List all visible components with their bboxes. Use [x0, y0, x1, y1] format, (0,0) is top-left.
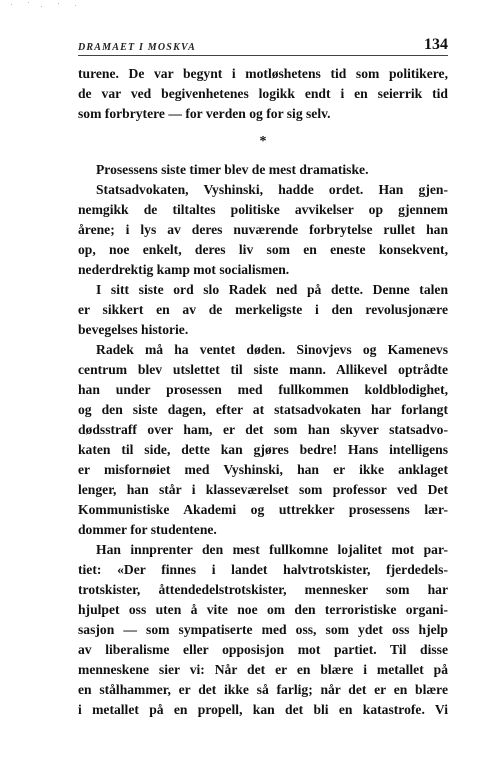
text-line: centrum blev utslettet til siste mann. Allikevel optrådte [78, 362, 448, 377]
text-line: hjulpet oss uten å vite noe om den terroristiske organi- [78, 602, 448, 617]
text-line: op, noe enkelt, deres liv som en eneste konsekvent, [78, 242, 448, 257]
text-line: Statsadvokaten, Vyshinski, hadde ordet. Han gjen- [96, 182, 448, 197]
scan-specks [0, 0, 480, 12]
text-line: i metallet på en propell, kan det bli en katastrofe. Vi [78, 702, 448, 717]
text-line: og den siste dagen, efter at statsadvokaten har forlangt [78, 402, 448, 417]
text-line: dødsstraff over ham, er det som han skyver statsadvo- [78, 422, 448, 437]
text-line: nederdrektig kamp mot socialismen. [78, 262, 290, 277]
text-line: Radek må ha ventet døden. Sinovjevs og Kamenevs [96, 342, 448, 357]
text-line: Prosessens siste timer blev de mest dramatiske. [96, 162, 369, 177]
scan-speck [11, 4, 12, 5]
page-number: 134 [424, 36, 448, 53]
text-line: av liberalisme eller opposisjon mot partiet. Til disse [78, 642, 448, 657]
text-line: er misfornøiet med Vyshinski, han er ikke anklaget [78, 462, 448, 477]
text-line: I sitt siste ord slo Radek ned på dette. Denne talen [96, 282, 448, 297]
scan-speck [28, 2, 29, 3]
section-separator: * [259, 134, 267, 149]
text-line: han under prosessen med fullkommen koldblodighet, [78, 382, 448, 397]
text-line: Han innprenter den mest fullkomne lojalitet mot par- [96, 542, 448, 557]
scan-speck [75, 5, 76, 6]
scan-speck [58, 3, 59, 4]
text-line: er sikkert en av de merkeligste i den revolusjonære [78, 302, 448, 317]
text-line: trotskister, åttendedelstrotskister, mennesker som har [78, 582, 448, 597]
text-line: årene; i lys av deres nuværende forbrytelse rullet han [78, 222, 448, 237]
text-line: de var ved begivenhetenes logikk endt i en seierrik tid [78, 86, 448, 101]
page-header [78, 29, 448, 56]
text-line: en stålhammer, er det ikke så farlig; når det er en blære [78, 682, 448, 697]
text-line: menneskene sier vi: Når det er en blære i metallet på [78, 662, 448, 677]
text-line: katen til side, dette kan gjøres bedre! Hans intelligens [78, 442, 448, 457]
running-title: DRAMAET I MOSKVA [78, 42, 196, 53]
text-line: tiet: «Der finnes i landet halvtrotskister, fjerdedels- [78, 562, 448, 577]
text-line: lenger, han står i klasseværelset som professor ved Det [78, 482, 448, 497]
text-line: turene. De var begynt i motløshetens tid som politikere, [78, 66, 448, 81]
scan-speck [41, 6, 42, 7]
text-line: sasjon — som sympatiserte med oss, som ydet oss hjelp [78, 622, 448, 637]
page-text [78, 64, 448, 720]
text-line: som forbrytere — for verden og for sig selv. [78, 106, 331, 121]
text-line: dommer for studentene. [78, 522, 217, 537]
text-line: Kommunistiske Akademi og uttrekker prosessens lær- [78, 502, 448, 517]
text-line: nemgikk de tiltaltes politiske avvikelser op gjennem [78, 202, 448, 217]
text-line: bevegelses historie. [78, 322, 189, 337]
